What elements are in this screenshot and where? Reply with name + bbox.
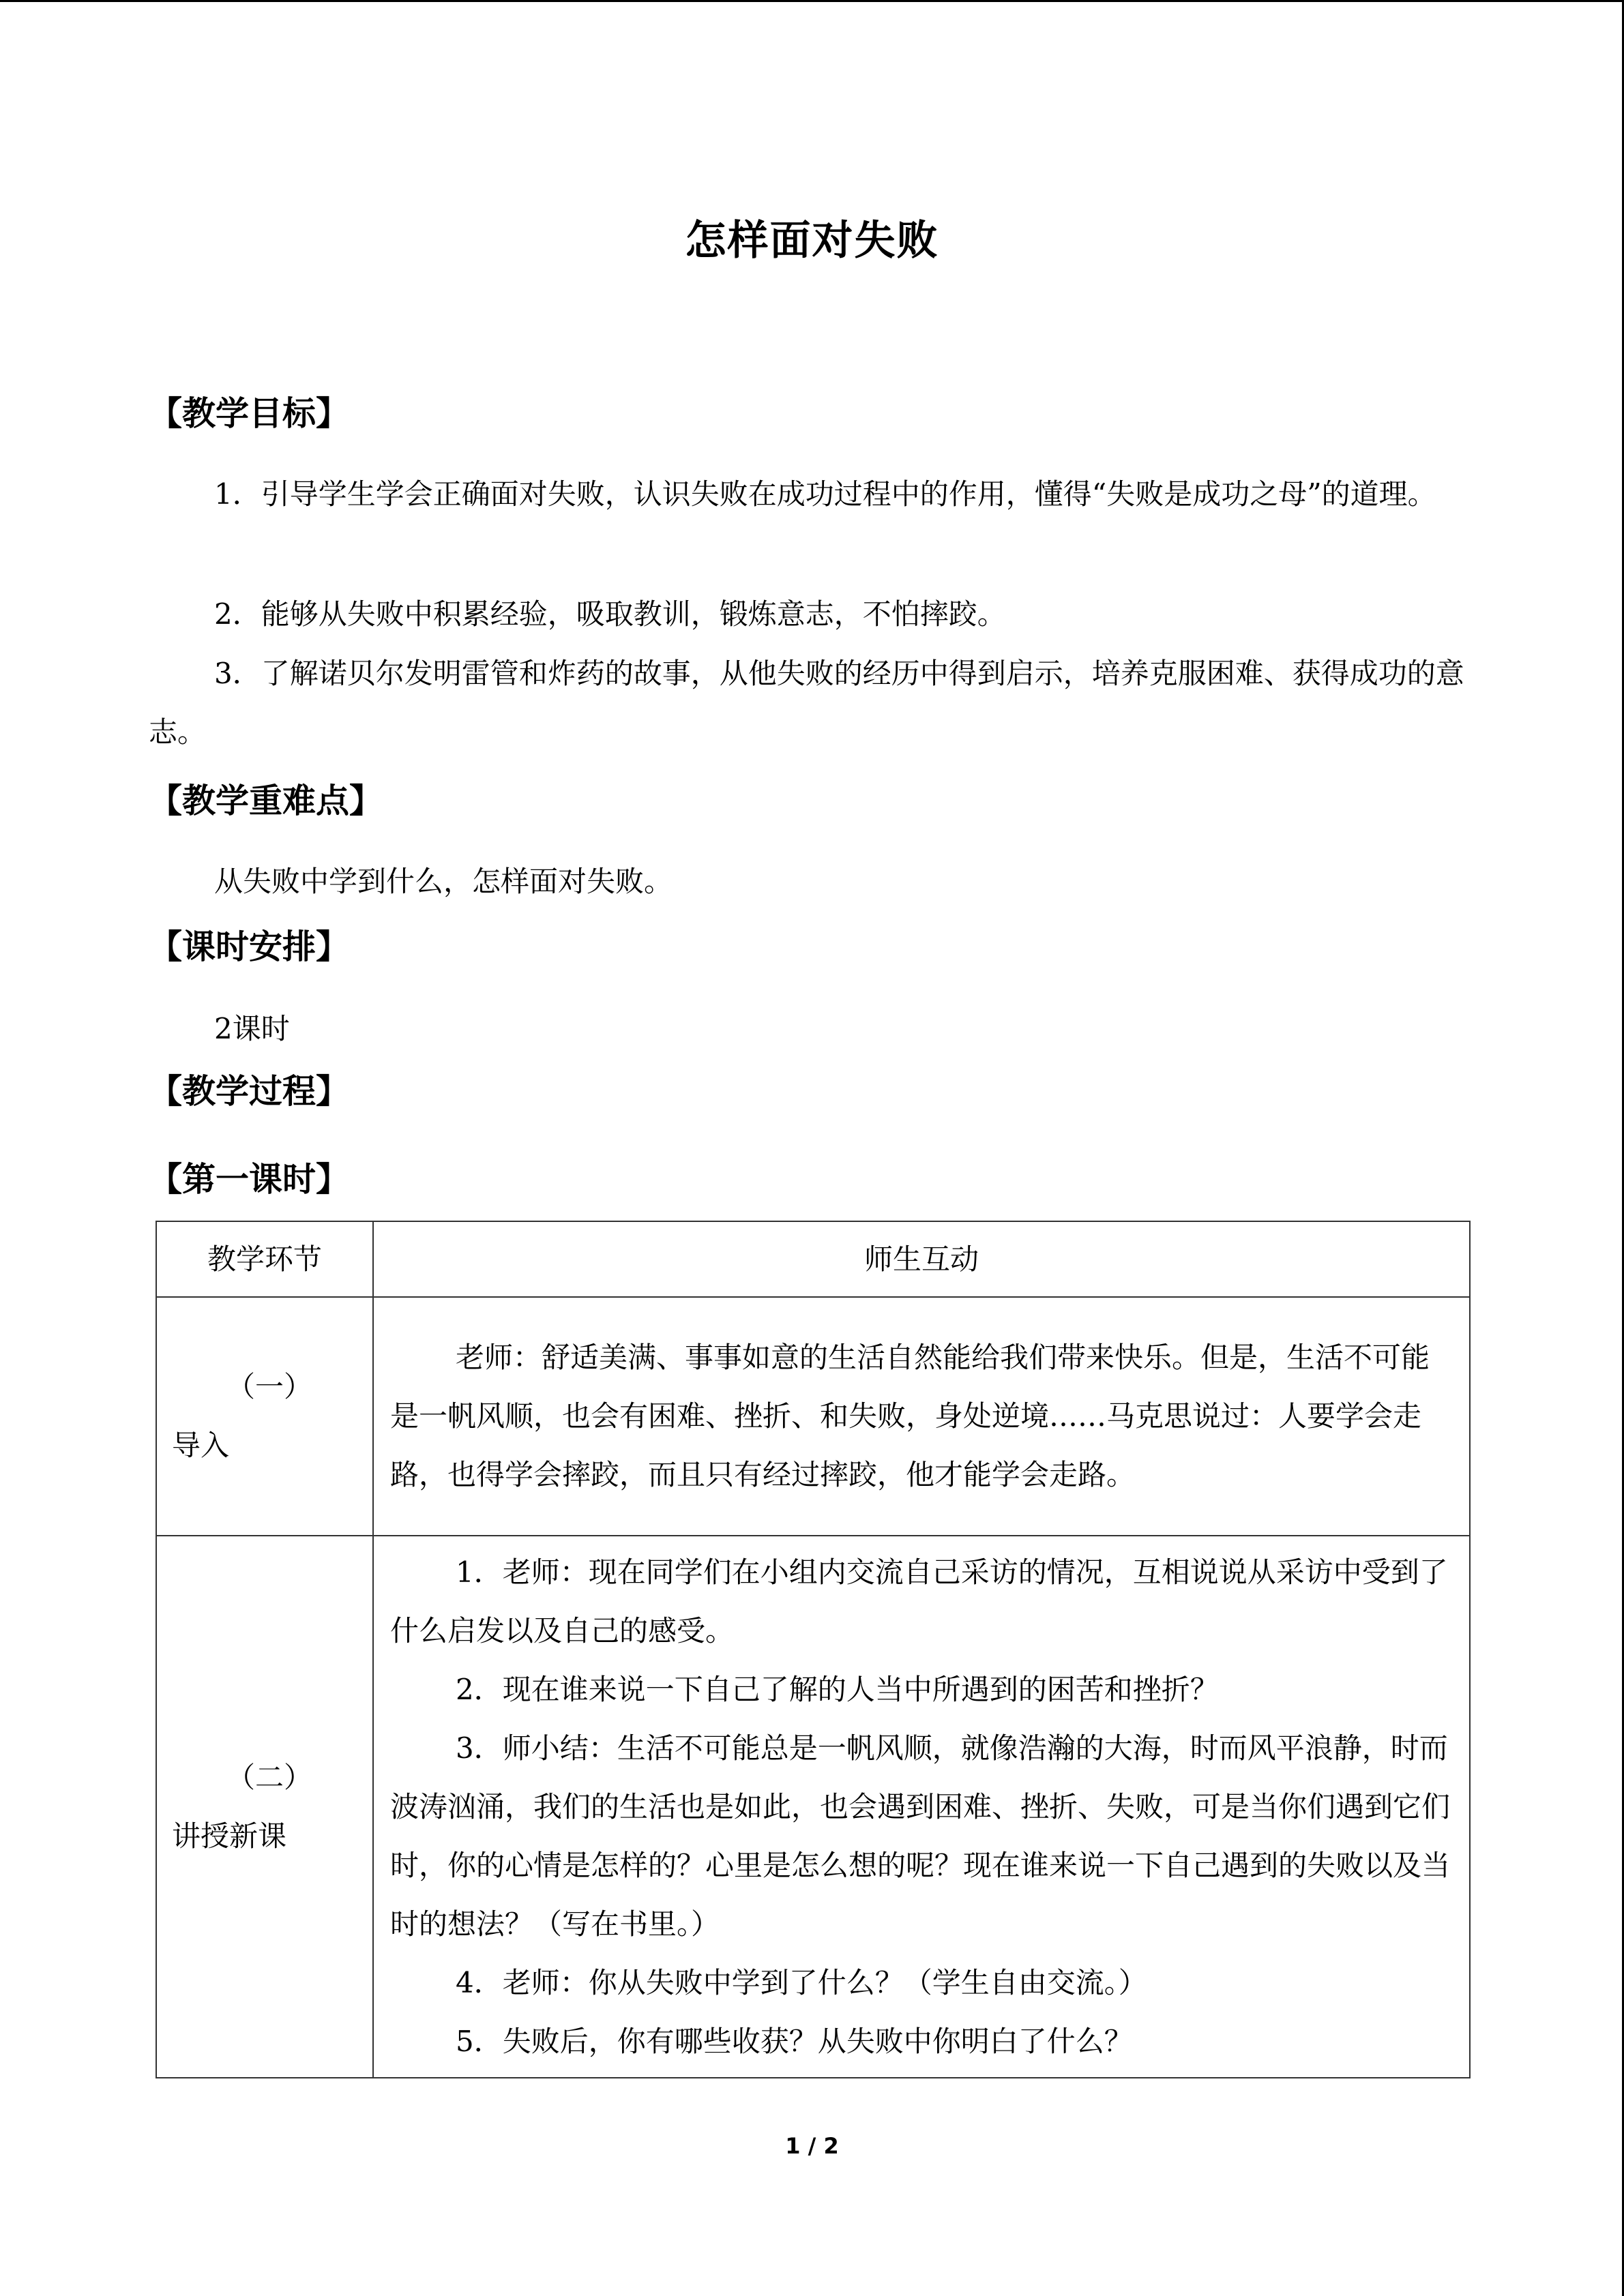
stage-number: （二） [226, 1760, 312, 1794]
key-points-text: 从失败中学到什么，怎样面对失败。 [214, 865, 673, 898]
interaction-cell [373, 1297, 1470, 1536]
header-interaction: 师生互动 [373, 1221, 1470, 1297]
table-header-row [156, 1221, 1470, 1297]
document-title: 怎样面对失败 [685, 217, 939, 265]
interaction-cell [373, 1536, 1470, 2078]
interaction-paragraph: 5．失败后，你有哪些收获？从失败中你明白了什么？ [456, 2024, 1133, 2058]
objective-item-3: 3．了解诺贝尔发明雷管和炸药的故事，从他失败的经历中得到启示，培养克服困难、获得成功的意志。 [149, 657, 1464, 749]
table-row [156, 1297, 1470, 1536]
heading-lesson-one: 【第一课时】 [149, 1160, 350, 1199]
interaction-paragraph: 老师：舒适美满、事事如意的生活自然能给我们带来快乐。但是，生活不可能是一帆风顺，也会有困难、挫折、和失败，身处逆境……马克思说过：人要学会走路，也得学会摔跤，而且只有经过摔跤，他才能学会走路。 [390, 1341, 1430, 1491]
schedule-text: 2课时 [214, 1012, 290, 1045]
lesson-table [156, 1221, 1471, 2078]
page-number: 1 / 2 [785, 2133, 839, 2159]
objective-item-1: 1．引导学生学会正确面对失败，认识失败在成功过程中的作用，懂得“失败是成功之母”的道理。 [214, 477, 1436, 511]
heading-objectives: 【教学目标】 [149, 394, 350, 433]
interaction-paragraph: 1．老师：现在同学们在小组内交流自己采访的情况，互相说说从采访中受到了什么启发以及自己的感受。 [390, 1555, 1448, 1648]
stage-name: 导入 [172, 1429, 230, 1462]
stage-cell [156, 1536, 373, 2078]
objective-item-2: 2．能够从失败中积累经验，吸取教训，锻炼意志，不怕摔跤。 [214, 597, 1006, 631]
header-stage: 教学环节 [156, 1221, 373, 1297]
interaction-paragraph: 4．老师：你从失败中学到了什么？（学生自由交流。） [456, 1965, 1147, 1999]
heading-process: 【教学过程】 [149, 1072, 350, 1111]
heading-key-points: 【教学重难点】 [149, 781, 383, 820]
table-row [156, 1536, 1470, 2078]
stage-number: （一） [226, 1370, 312, 1403]
interaction-paragraph: 3．师小结：生活不可能总是一帆风顺，就像浩瀚的大海，时而风平浪静，时而波涛汹涌，我们的生活也是如此，也会遇到困难、挫折、失败，可是当你们遇到它们时，你的心情是怎样的？心里是怎么想的呢？现在谁来说一下自己遇到的失败以及当时的想法？（写在书里。） [390, 1731, 1451, 1941]
page-border-top [0, 0, 1624, 2]
interaction-paragraph: 2．现在谁来说一下自己了解的人当中所遇到的困苦和挫折？ [456, 1672, 1219, 1706]
heading-schedule: 【课时安排】 [149, 927, 350, 966]
stage-cell [156, 1297, 373, 1536]
stage-name: 讲授新课 [172, 1819, 287, 1853]
